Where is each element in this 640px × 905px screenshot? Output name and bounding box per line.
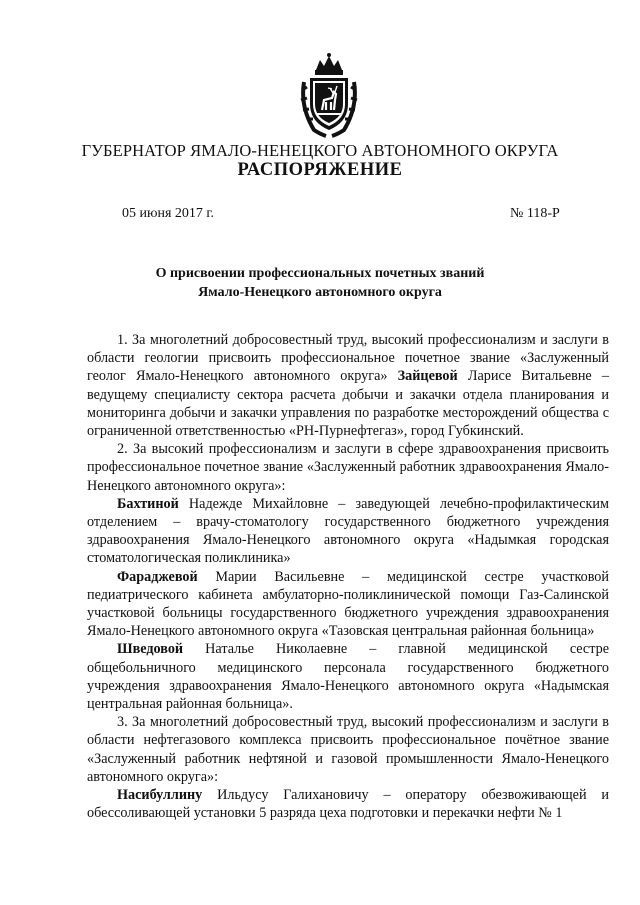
document-body [87,331,609,822]
title-line-2: Ямало-Ненецкого автономного округа [198,285,442,300]
paragraph-1: 1. За многолетний добросовестный труд, высокий профессионализм и заслуги в области геологии присвоить профессиональное почетное звание «Заслуженный геолог Ямало-Ненецкого автономного округа» Зайцевой Ларисе Витальевне – ведущему специалисту сектора расчета добычи и закачки отдела планирования и мониторинга добычи и закачки управления по разработке месторождений общества с ограниченной ответственностью «РН-Пурнефтегаз», город Губкинский. [87,332,609,440]
document-type: РАСПОРЯЖЕНИЕ [237,160,403,180]
paragraph-6: 3. За многолетний добросовестный труд, высокий профессионализм и заслуги в области нефтегазового комплекса присвоить профессиональное почётное звание «Заслуженный работник нефтяной и газовой промышленности Ямало-Ненецкого автономного округа»: [87,714,609,785]
document-date: 05 июня 2017 г. [122,206,215,221]
paragraph-4: Фараджевой Марии Васильевне – медицинской сестре участковой педиатрического кабинета амбулаторно-поликлинической помощи Газ-Салинской участковой больницы государственного бюджетного учреждения здравоохранения Ямало-Ненецкого автономного округа «Тазовская центральная районная больница» [87,568,609,640]
coat-of-arms-icon [298,52,360,138]
issuing-authority: ГУБЕРНАТОР ЯМАЛО-НЕНЕЦКОГО АВТОНОМНОГО ОКРУГА [81,141,559,160]
title-line-1: О присвоении профессиональных почетных званий [155,266,485,281]
document-number: № 118-Р [510,206,560,221]
paragraph-3: Бахтиной Надежде Михайловне – заведующей лечебно-профилактическим отделением – врачу-стоматологу государственного бюджетного учреждения здравоохранения Ямало-Ненецкого автономного округа «Надымкая городская стоматологическая поликлиника» [87,495,609,567]
paragraph-7: Насибуллину Ильдусу Галихановичу – оператору обезвоживающей и обессоливающей установки 5 разряда цеха подготовки и перекачки нефти № 1 [87,787,609,822]
paragraph-2: 2. За высокий профессионализм и заслуги в сфере здравоохранения присвоить профессиональное почетное звание «Заслуженный работник здравоохранения Ямало-Ненецкого автономного округа»: [87,441,609,494]
document-title [0,264,640,302]
paragraph-5: Шведовой Наталье Николаевне – главной медицинской сестре общебольничного медицинского персонала государственного бюджетного учреждения здравоохранения Ямало-Ненецкого автономного округа «Надымская центральная районная больница». [87,641,609,713]
